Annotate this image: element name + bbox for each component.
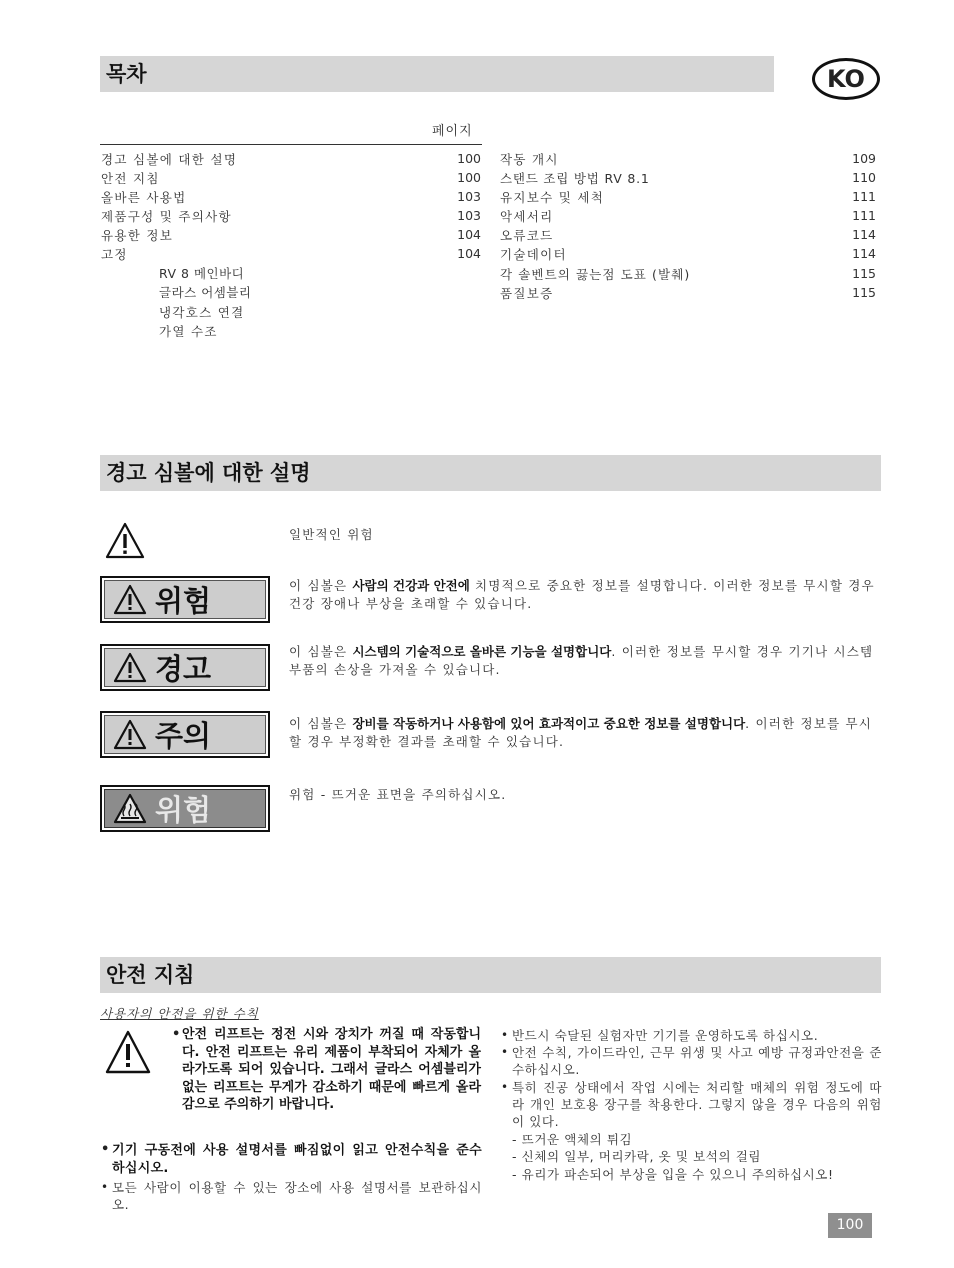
warning-desc-bold: 시스템의 기술적으로 올바른 기능을 설명합니다 (352, 644, 612, 659)
bullet: • (501, 1045, 509, 1059)
toc-subitem[interactable]: 글라스 어셈블리 (159, 285, 252, 300)
toc-item-page: 111 (852, 189, 876, 204)
safety-right-item: 특히 진공 상태에서 작업 시에는 처리할 매체의 위험 정도에 따라 개인 보호용 장구를 착용한다. 그렇지 않을 경우 다음의 위험이 있다. (512, 1080, 882, 1129)
warning-signal-word: 경고 (155, 652, 212, 686)
warning-description (289, 643, 881, 679)
toc-item[interactable]: 안전 지침 (101, 171, 160, 186)
toc-item[interactable]: 품질보증 (500, 286, 554, 301)
toc-item[interactable]: 작동 개시 (500, 152, 559, 167)
caution-signal-panel (100, 711, 270, 758)
warning-triangle-icon (113, 719, 147, 750)
safety-section-bar (100, 957, 881, 993)
warning-signal-panel (100, 644, 270, 691)
toc-item[interactable]: 제품구성 및 주의사항 (101, 209, 232, 224)
warning-triangle-icon (113, 652, 147, 683)
toc-item[interactable]: 유지보수 및 세척 (500, 190, 605, 205)
bullet: • (101, 1180, 109, 1194)
symbols-section-bar (100, 455, 881, 491)
danger-desc-prefix: 이 심볼은 (289, 578, 353, 593)
toc-item[interactable]: 기술데이터 (500, 247, 567, 262)
toc-title: 목차 (106, 62, 147, 86)
safety-lift-warning: 안전 리프트는 정전 시와 장치가 꺼질 때 작동합니다. 안전 리프트는 유리 제품이 부착되어 자체가 올라가도록 되어 있습니다. 그래서 글라스 어셈블리가 없는 리프트는 무게가 감소하기 때문에 빠르게 올라감으로 주의하기 바랍니다. (182, 1027, 481, 1112)
page-number: 100 (828, 1213, 872, 1238)
safety-sub-item: - 뜨거운 액체의 튀김 (512, 1132, 633, 1147)
toc-item[interactable]: 각 솔벤트의 끓는점 도표 (발췌) (500, 267, 691, 282)
toc-item[interactable]: 고정 (101, 247, 128, 262)
bullet: • (501, 1028, 509, 1042)
danger-desc-bold: 사람의 건강과 안전에 (352, 578, 470, 593)
toc-page-label: 페이지 (432, 124, 473, 139)
hot-surface-description: 위험 - 뜨거운 표면을 주의하십시오. (289, 787, 507, 802)
safety-keep-manual: 모든 사람이 이용할 수 있는 장소에 사용 설명서를 보관하십시오. (112, 1180, 482, 1212)
hot-surface-icon (113, 793, 147, 824)
safety-warning-icon (105, 1030, 151, 1074)
toc-subitem[interactable]: RV 8 메인바디 (159, 266, 245, 281)
warning-triangle-icon (113, 584, 147, 615)
toc-item[interactable]: 오류코드 (500, 228, 554, 243)
toc-item-page: 100 (457, 170, 481, 185)
bullet: • (501, 1080, 509, 1094)
caution-signal-word: 주의 (155, 719, 212, 753)
toc-item-page: 111 (852, 208, 876, 223)
language-badge: KO (812, 58, 880, 100)
toc-item-page: 104 (457, 227, 481, 242)
toc-item-page: 110 (852, 170, 876, 185)
toc-item[interactable]: 악세서리 (500, 209, 554, 224)
general-warning-icon (105, 522, 145, 559)
caution-description (289, 715, 881, 751)
safety-sub-item: - 신체의 일부, 머리카락, 옷 및 보석의 걸림 (512, 1149, 762, 1164)
toc-item[interactable]: 경고 심볼에 대한 설명 (101, 152, 238, 167)
danger-signal-word: 위험 (155, 584, 212, 618)
general-danger-text: 일반적인 위험 (289, 527, 374, 542)
toc-divider (100, 144, 482, 145)
toc-item[interactable]: 유용한 정보 (101, 228, 174, 243)
safety-subtitle: 사용자의 안전을 위한 수칙 (100, 1006, 259, 1021)
toc-item[interactable]: 스탠드 조립 방법 RV 8.1 (500, 171, 650, 186)
warning-desc-suffix: . 이러한 정보를 무시할 경우 기기나 시스템 부품의 손상을 가져올 수 있습니다. (289, 644, 874, 677)
caution-desc-prefix: 이 심볼은 (289, 716, 353, 731)
toc-item-page: 115 (852, 266, 876, 281)
safety-section-title: 안전 지침 (106, 963, 195, 987)
danger-signal-panel (100, 576, 270, 623)
safety-read-manual: 기기 구동전에 사용 설명서를 빠짐없이 읽고 안전수칙을 준수 하십시오. (112, 1143, 482, 1176)
hot-surface-signal-word: 위험 (155, 793, 212, 827)
safety-right-item: 안전 수칙, 가이드라인, 근무 위생 및 사고 예방 규정과안전을 준수하십시오. (512, 1045, 882, 1077)
caution-desc-suffix: . 이러한 정보를 무시할 경우 부정확한 결과를 초래할 수 있습니다. (289, 716, 873, 749)
bullet: • (172, 1027, 181, 1042)
toc-item-page: 115 (852, 285, 876, 300)
bullet: • (101, 1142, 110, 1157)
toc-item[interactable]: 올바른 사용법 (101, 190, 187, 205)
caution-desc-bold: 장비를 작동하거나 사용함에 있어 효과적이고 중요한 정보를 설명합니다 (352, 716, 746, 731)
toc-title-bar (100, 56, 774, 92)
toc-item-page: 104 (457, 246, 481, 261)
toc-item-page: 114 (852, 227, 876, 242)
toc-item-page: 103 (457, 208, 481, 223)
toc-subitem[interactable]: 냉각호스 연결 (159, 305, 245, 320)
toc-item-page: 103 (457, 189, 481, 204)
danger-desc-suffix: 치명적으로 중요한 정보를 설명합니다. 이러한 정보를 무시할 경우 건강 장애나 부상을 초래할 수 있습니다. (289, 578, 875, 611)
toc-item-page: 109 (852, 151, 876, 166)
hot-surface-signal-panel (100, 785, 270, 832)
symbols-section-title: 경고 심볼에 대한 설명 (106, 461, 311, 485)
toc-subitem[interactable]: 가열 수조 (159, 324, 218, 339)
danger-description (289, 577, 881, 613)
toc-item-page: 100 (457, 151, 481, 166)
safety-right-item: 반드시 숙달된 실험자만 기기를 운영하도록 하십시오. (512, 1028, 819, 1043)
toc-item-page: 114 (852, 246, 876, 261)
safety-sub-item: - 유리가 파손되어 부상을 입을 수 있으니 주의하십시오! (512, 1167, 834, 1182)
warning-desc-prefix: 이 심볼은 (289, 644, 353, 659)
